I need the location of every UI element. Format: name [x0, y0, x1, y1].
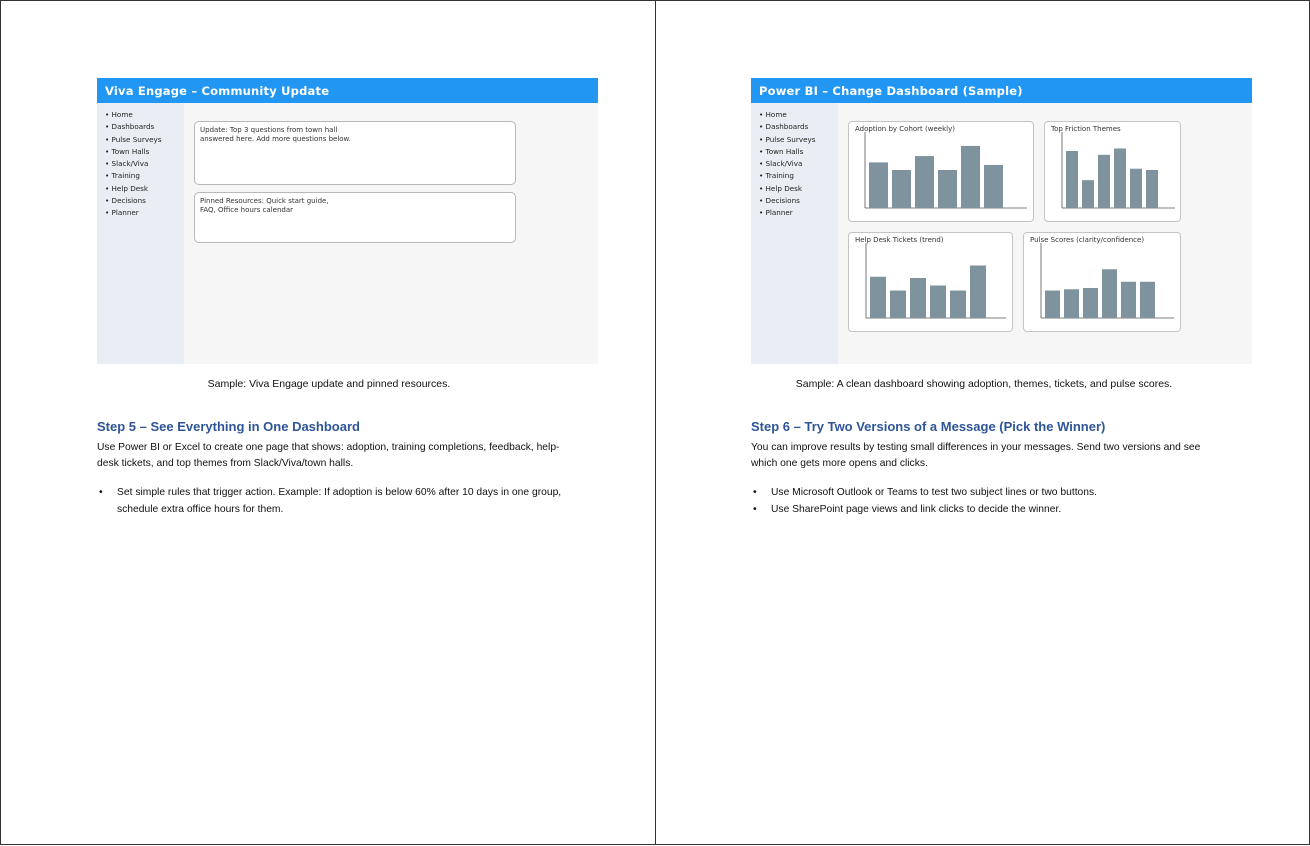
pinned-resources-card	[194, 192, 516, 243]
bullet-list	[751, 484, 1221, 518]
chart-bar	[1083, 288, 1098, 318]
chart-bar	[892, 170, 911, 208]
chart-bar	[1098, 155, 1110, 208]
figure-sidebar	[751, 103, 838, 364]
chart-bar	[984, 165, 1003, 208]
chart-title: Pulse Scores (clarity/confidence)	[1030, 236, 1145, 244]
nav-item-decisions: • Decisions	[105, 196, 146, 206]
bullet-list	[97, 484, 567, 518]
chart-title: Top Friction Themes	[1051, 125, 1121, 133]
nav-item-dashboards: • Dashboards	[105, 122, 155, 132]
nav-item-help-desk: • Help Desk	[759, 183, 803, 193]
chart-bar	[1082, 180, 1094, 208]
body-paragraph: Use Power BI or Excel to create one page that shows: adoption, training completions, feedback, help-desk tickets, and top themes from Slack/Viva/town halls.	[97, 442, 560, 469]
chart-pulse	[1024, 233, 1182, 333]
chart-adoption	[849, 122, 1035, 223]
chart-bar	[970, 266, 986, 319]
chart-friction	[1045, 122, 1182, 223]
chart-bar	[1045, 291, 1060, 319]
chart-card-adoption	[848, 121, 1034, 222]
figure-title: Power BI – Change Dashboard (Sample)	[751, 78, 1252, 103]
chart-bar	[1064, 289, 1079, 318]
nav-item-dashboards: • Dashboards	[759, 122, 809, 132]
chart-bar	[1130, 169, 1142, 208]
list-item: • Use SharePoint page views and link clicks to decide the winner.	[753, 504, 1062, 515]
chart-bar	[1066, 151, 1078, 208]
chart-helpdesk	[849, 233, 1014, 333]
power-bi-figure	[751, 78, 1252, 364]
nav-item-decisions: • Decisions	[759, 196, 800, 206]
nav-item-town-halls: • Town Halls	[105, 146, 150, 156]
nav-item-home: • Home	[105, 110, 133, 119]
chart-bar	[1114, 148, 1126, 208]
section-heading: Step 5 – See Everything in One Dashboard	[97, 419, 360, 434]
nav-item-training: • Training	[105, 171, 140, 181]
figure-caption: Sample: Viva Engage update and pinned resources.	[207, 378, 451, 390]
chart-bar	[869, 162, 888, 208]
body-paragraph: You can improve results by testing small differences in your messages. Send two versions and see which one gets more opens and clicks.	[751, 442, 1201, 469]
nav-item-pulse-surveys: • Pulse Surveys	[105, 134, 162, 144]
chart-bar	[890, 291, 906, 319]
update-card	[194, 121, 516, 185]
nav-item-slack-viva: • Slack/Viva	[759, 159, 803, 169]
nav-item-slack-viva: • Slack/Viva	[105, 159, 149, 169]
chart-bar	[915, 156, 934, 208]
chart-bar	[950, 291, 966, 319]
chart-bar	[910, 278, 926, 318]
chart-bar	[961, 146, 980, 208]
figure-caption: Sample: A clean dashboard showing adoption, themes, tickets, and pulse scores.	[795, 378, 1173, 390]
chart-title: Help Desk Tickets (trend)	[855, 236, 944, 244]
section-heading: Step 6 – Try Two Versions of a Message (Pick the Winner)	[751, 419, 1106, 434]
chart-bar	[930, 286, 946, 319]
chart-bar	[1102, 269, 1117, 318]
list-item: • Set simple rules that trigger action. Example: If adoption is below 60% after 10 days in one group, schedule extra office hours for them.	[99, 487, 562, 515]
chart-bar	[938, 170, 957, 208]
nav-item-pulse-surveys: • Pulse Surveys	[759, 134, 816, 144]
chart-title: Adoption by Cohort (weekly)	[855, 125, 955, 133]
nav-item-planner: • Planner	[105, 208, 139, 218]
nav-item-planner: • Planner	[759, 208, 793, 218]
chart-bar	[1121, 282, 1136, 318]
chart-card-helpdesk	[848, 232, 1013, 332]
chart-bar	[1140, 282, 1155, 318]
nav-item-training: • Training	[759, 171, 794, 181]
chart-bar	[870, 277, 886, 318]
nav-item-town-halls: • Town Halls	[759, 146, 804, 156]
chart-card-friction	[1044, 121, 1181, 222]
figure-sidebar	[97, 103, 184, 364]
chart-card-pulse	[1023, 232, 1181, 332]
pinned-card-text: Pinned Resources: Quick start guide, FAQ, Office hours calendar	[200, 197, 329, 214]
nav-item-help-desk: • Help Desk	[105, 183, 149, 193]
document-page-right	[655, 0, 1310, 845]
list-item: • Use Microsoft Outlook or Teams to test two subject lines or two buttons.	[753, 487, 1098, 498]
update-card-text: Update: Top 3 questions from town hall answered here. Add more questions below.	[200, 126, 351, 143]
viva-engage-figure	[97, 78, 598, 364]
chart-bar	[1146, 170, 1158, 208]
figure-title: Viva Engage – Community Update	[97, 78, 598, 103]
nav-item-home: • Home	[759, 110, 787, 119]
